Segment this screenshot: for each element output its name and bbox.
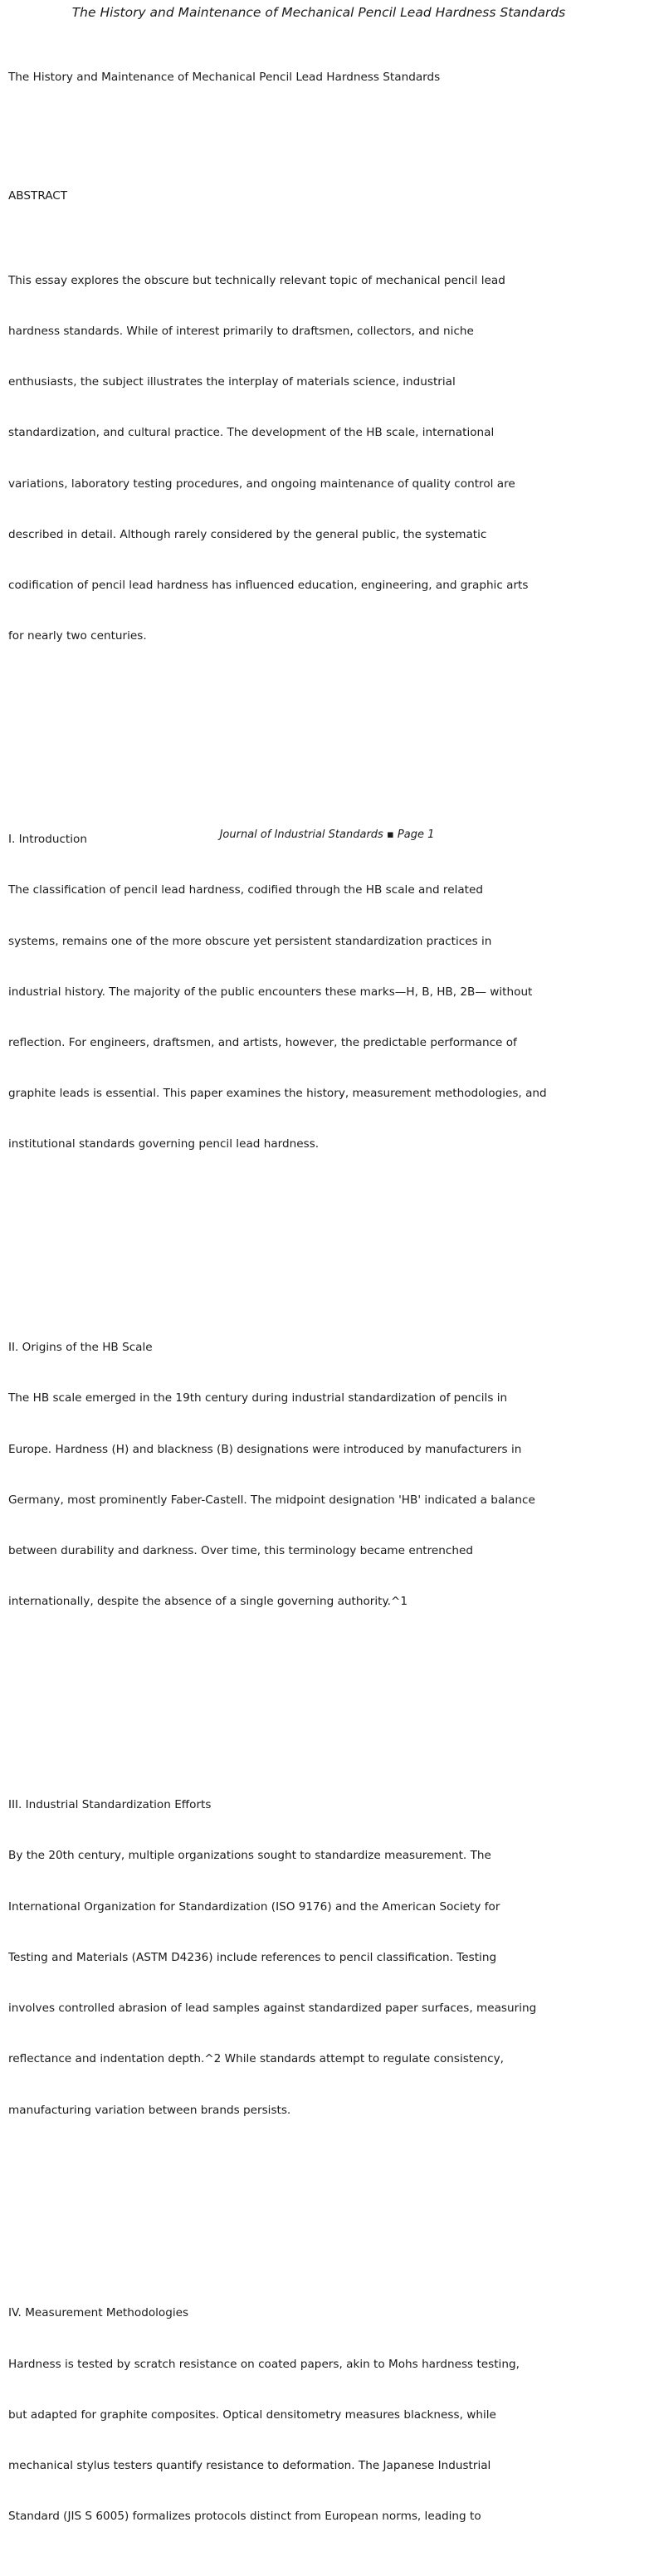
- text-line: Standard (JIS S 6005) formalizes protocols distinct from European norms, leading to: [8, 2510, 481, 2524]
- text-line: codification of pencil lead hardness has influenced education, engineering, and graphic arts: [8, 578, 529, 592]
- text-line: reflection. For engineers, draftsmen, and artists, however, the predictable performance of: [8, 1035, 517, 1049]
- abstract-text: [8, 238, 631, 679]
- running-header: The History and Maintenance of Mechanical Pencil Lead Hardness Standards: [71, 5, 566, 20]
- text-line: graphite leads is essential. This paper examines the history, measurement methodologies, and: [8, 1087, 547, 1101]
- section-heading: II. Origins of the HB Scale: [8, 1341, 153, 1355]
- text-line: By the 20th century, multiple organizations sought to standardize measurement. The: [8, 1849, 491, 1863]
- abstract-heading: ABSTRACT: [8, 188, 68, 203]
- text-line: The classification of pencil lead hardness, codified through the HB scale and related: [8, 883, 483, 897]
- text-line: This essay explores the obscure but technically relevant topic of mechanical pencil lead: [8, 273, 505, 287]
- text-line: for nearly two centuries.: [8, 629, 147, 643]
- text-line: Germany, most prominently Faber-Castell. The midpoint designation 'HB' indicated a balance: [8, 1493, 535, 1507]
- text-line: internationally, despite the absence of a single governing authority.^1: [8, 1595, 408, 1609]
- text-line: but adapted for graphite composites. Optical densitometry measures blackness, while: [8, 2407, 496, 2422]
- running-footer: [0, 828, 654, 843]
- text-line: Europe. Hardness (H) and blackness (B) designations were introduced by manufacturers in: [8, 1442, 522, 1456]
- section-heading: I. Introduction: [8, 833, 87, 847]
- section-standardization: [8, 1762, 631, 2152]
- text-line: involves controlled abrasion of lead samples against standardized paper surfaces, measuring: [8, 2002, 537, 2016]
- text-line: Hardness is tested by scratch resistance on coated papers, akin to Mohs hardness testing,: [8, 2357, 520, 2371]
- text-line: systems, remains one of the more obscure yet persistent standardization practices in: [8, 934, 492, 948]
- text-line: enthusiasts, the subject illustrates the interplay of materials science, industrial: [8, 375, 456, 389]
- footer-page-number: Page 1: [397, 829, 435, 841]
- document-title: The History and Maintenance of Mechanical Pencil Lead Hardness Standards: [8, 70, 441, 84]
- section-origins: [8, 1305, 631, 1644]
- footer-journal: Journal of Industrial Standards: [219, 829, 383, 841]
- section-introduction: [8, 797, 631, 1186]
- text-line: institutional standards governing pencil lead hardness.: [8, 1137, 320, 1151]
- text-line: described in detail. Although rarely considered by the general public, the systematic: [8, 527, 487, 541]
- text-line: reflectance and indentation depth.^2 While standards attempt to regulate consistency,: [8, 2052, 505, 2066]
- text-line: mechanical stylus testers quantify resistance to deformation. The Japanese Industrial: [8, 2459, 491, 2473]
- text-line: between durability and darkness. Over time, this terminology became entrenched: [8, 1544, 473, 1558]
- text-line: International Organization for Standardization (ISO 9176) and the American Society for: [8, 1899, 500, 1914]
- text-line: Testing and Materials (ASTM D4236) include references to pencil classification. Testing: [8, 1950, 497, 1964]
- section-measurement: [8, 2271, 631, 2559]
- footer-separator: ▪: [386, 829, 394, 841]
- text-line: standardization, and cultural practice. The development of the HB scale, international: [8, 426, 495, 440]
- text-line: manufacturing variation between brands persists.: [8, 2103, 291, 2117]
- text-line: industrial history. The majority of the public encounters these marks—H, B, HB, 2B— without: [8, 985, 533, 999]
- section-heading: IV. Measurement Methodologies: [8, 2306, 189, 2320]
- text-line: The HB scale emerged in the 19th century during industrial standardization of pencils in: [8, 1391, 508, 1405]
- document-body: [8, 35, 631, 2576]
- text-line: hardness standards. While of interest primarily to draftsmen, collectors, and niche: [8, 324, 474, 338]
- text-line: variations, laboratory testing procedures, and ongoing maintenance of quality control are: [8, 477, 515, 491]
- section-heading: III. Industrial Standardization Efforts: [8, 1798, 212, 1812]
